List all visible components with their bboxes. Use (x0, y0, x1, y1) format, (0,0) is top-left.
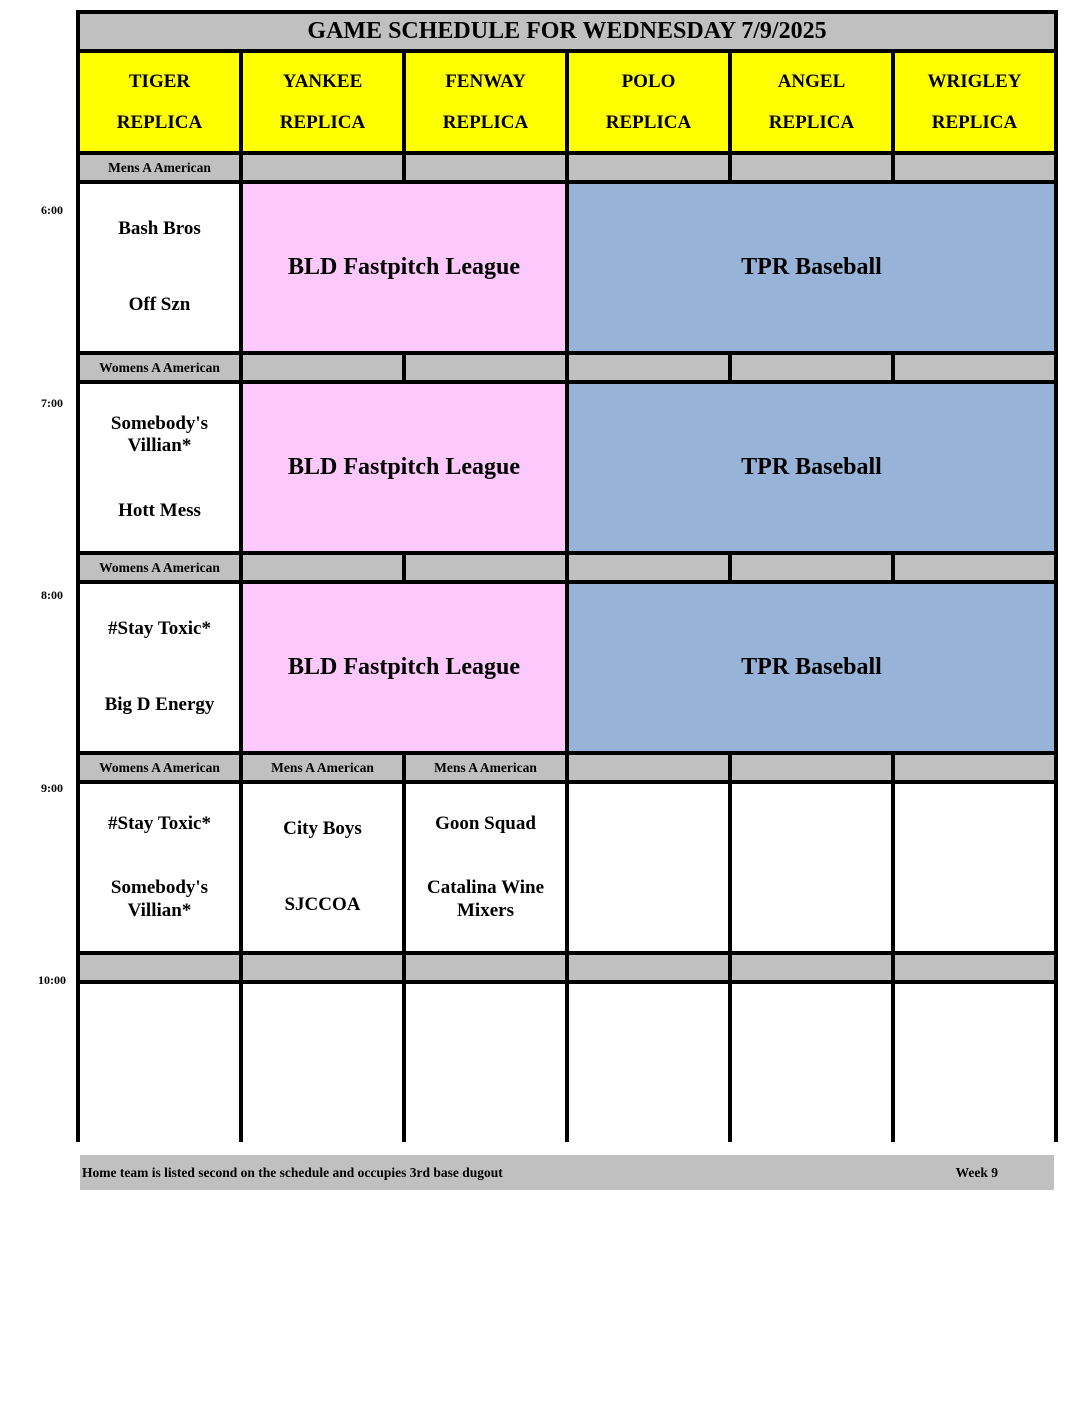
game-cell-fenway (406, 784, 565, 951)
field-header-fenway (406, 53, 565, 151)
division-empty (895, 555, 1054, 580)
away-team: #Stay Toxic* (108, 812, 211, 834)
game-cell-tiger (80, 384, 239, 551)
division-empty (243, 355, 402, 380)
division-empty (895, 355, 1054, 380)
field-header-polo (569, 53, 728, 151)
home-team: Off Szn (128, 293, 191, 315)
field-name: TIGER (128, 70, 191, 92)
game-cell-empty (569, 784, 728, 951)
tpr-block: TPR Baseball (569, 384, 1054, 551)
field-name: YANKEE (282, 70, 363, 92)
field-name: WRIGLEY (927, 70, 1022, 92)
field-sub: REPLICA (931, 111, 1018, 133)
game-cell-empty (569, 984, 728, 1151)
division-empty (895, 955, 1054, 980)
bld-block: BLD Fastpitch League (243, 384, 565, 551)
division-empty (406, 955, 565, 980)
division-empty (406, 355, 565, 380)
division-empty (732, 555, 891, 580)
division-label-tiger: Womens A American (80, 755, 239, 780)
game-cell-empty (895, 984, 1054, 1151)
division-label-tiger: Womens A American (80, 555, 239, 580)
division-empty (569, 355, 728, 380)
time-label-8: 8:00 (41, 588, 63, 602)
game-cell-tiger (80, 784, 239, 951)
field-header-wrigley (895, 53, 1054, 151)
home-team-note: Home team is listed second on the schedule and occupies 3rd base dugout (82, 1164, 503, 1180)
bld-block: BLD Fastpitch League (243, 584, 565, 751)
division-label-yankee: Mens A American (243, 755, 402, 780)
schedule-grid (76, 10, 1058, 1180)
division-label-tiger: Womens A American (80, 355, 239, 380)
field-sub: REPLICA (442, 111, 529, 133)
away-team: Somebody's Villian* (110, 412, 209, 457)
away-team: #Stay Toxic* (108, 618, 211, 640)
away-team: City Boys (283, 818, 362, 840)
division-empty (406, 555, 565, 580)
field-header-tiger (80, 53, 239, 151)
time-label-6: 6:00 (41, 203, 63, 217)
time-label-9: 9:00 (41, 781, 63, 795)
division-empty (732, 355, 891, 380)
tpr-block: TPR Baseball (569, 184, 1054, 351)
division-empty (243, 555, 402, 580)
division-empty (895, 155, 1054, 180)
division-empty (895, 755, 1054, 780)
game-cell-empty (243, 984, 402, 1151)
field-sub: REPLICA (768, 111, 855, 133)
division-label-fenway: Mens A American (406, 755, 565, 780)
field-name: POLO (621, 70, 676, 92)
field-name: ANGEL (777, 70, 846, 92)
away-team: Bash Bros (118, 218, 201, 240)
away-team: Goon Squad (435, 812, 536, 834)
division-empty (732, 955, 891, 980)
division-empty (406, 155, 565, 180)
game-cell-empty (732, 784, 891, 951)
home-team: SJCCOA (284, 893, 361, 915)
division-empty (243, 955, 402, 980)
field-header-yankee (243, 53, 402, 151)
game-cell-empty (406, 984, 565, 1151)
division-label-tiger: Mens A American (80, 155, 239, 180)
bld-block: BLD Fastpitch League (243, 184, 565, 351)
home-team: Somebody's Villian* (110, 876, 209, 921)
division-empty (80, 955, 239, 980)
division-empty (569, 955, 728, 980)
division-empty (732, 155, 891, 180)
field-name: FENWAY (445, 70, 526, 92)
division-empty (732, 755, 891, 780)
game-cell-empty (80, 984, 239, 1151)
division-empty (569, 155, 728, 180)
game-cell-yankee (243, 784, 402, 951)
division-empty (569, 755, 728, 780)
division-empty (569, 555, 728, 580)
game-cell-tiger (80, 584, 239, 751)
time-label-7: 7:00 (41, 396, 63, 410)
schedule-title: GAME SCHEDULE FOR WEDNESDAY 7/9/2025 (80, 14, 1054, 49)
field-sub: REPLICA (116, 111, 203, 133)
game-cell-empty (895, 784, 1054, 951)
week-label: Week 9 (955, 1164, 998, 1180)
home-team: Big D Energy (104, 693, 215, 715)
tpr-block: TPR Baseball (569, 584, 1054, 751)
schedule-footer (80, 1155, 1054, 1190)
field-sub: REPLICA (605, 111, 692, 133)
game-cell-empty (732, 984, 891, 1151)
field-header-angel (732, 53, 891, 151)
division-empty (243, 155, 402, 180)
time-label-10: 10:00 (38, 973, 66, 987)
field-sub: REPLICA (279, 111, 366, 133)
home-team: Hott Mess (118, 499, 201, 521)
home-team: Catalina Wine Mixers (426, 876, 544, 921)
game-cell-tiger (80, 184, 239, 351)
